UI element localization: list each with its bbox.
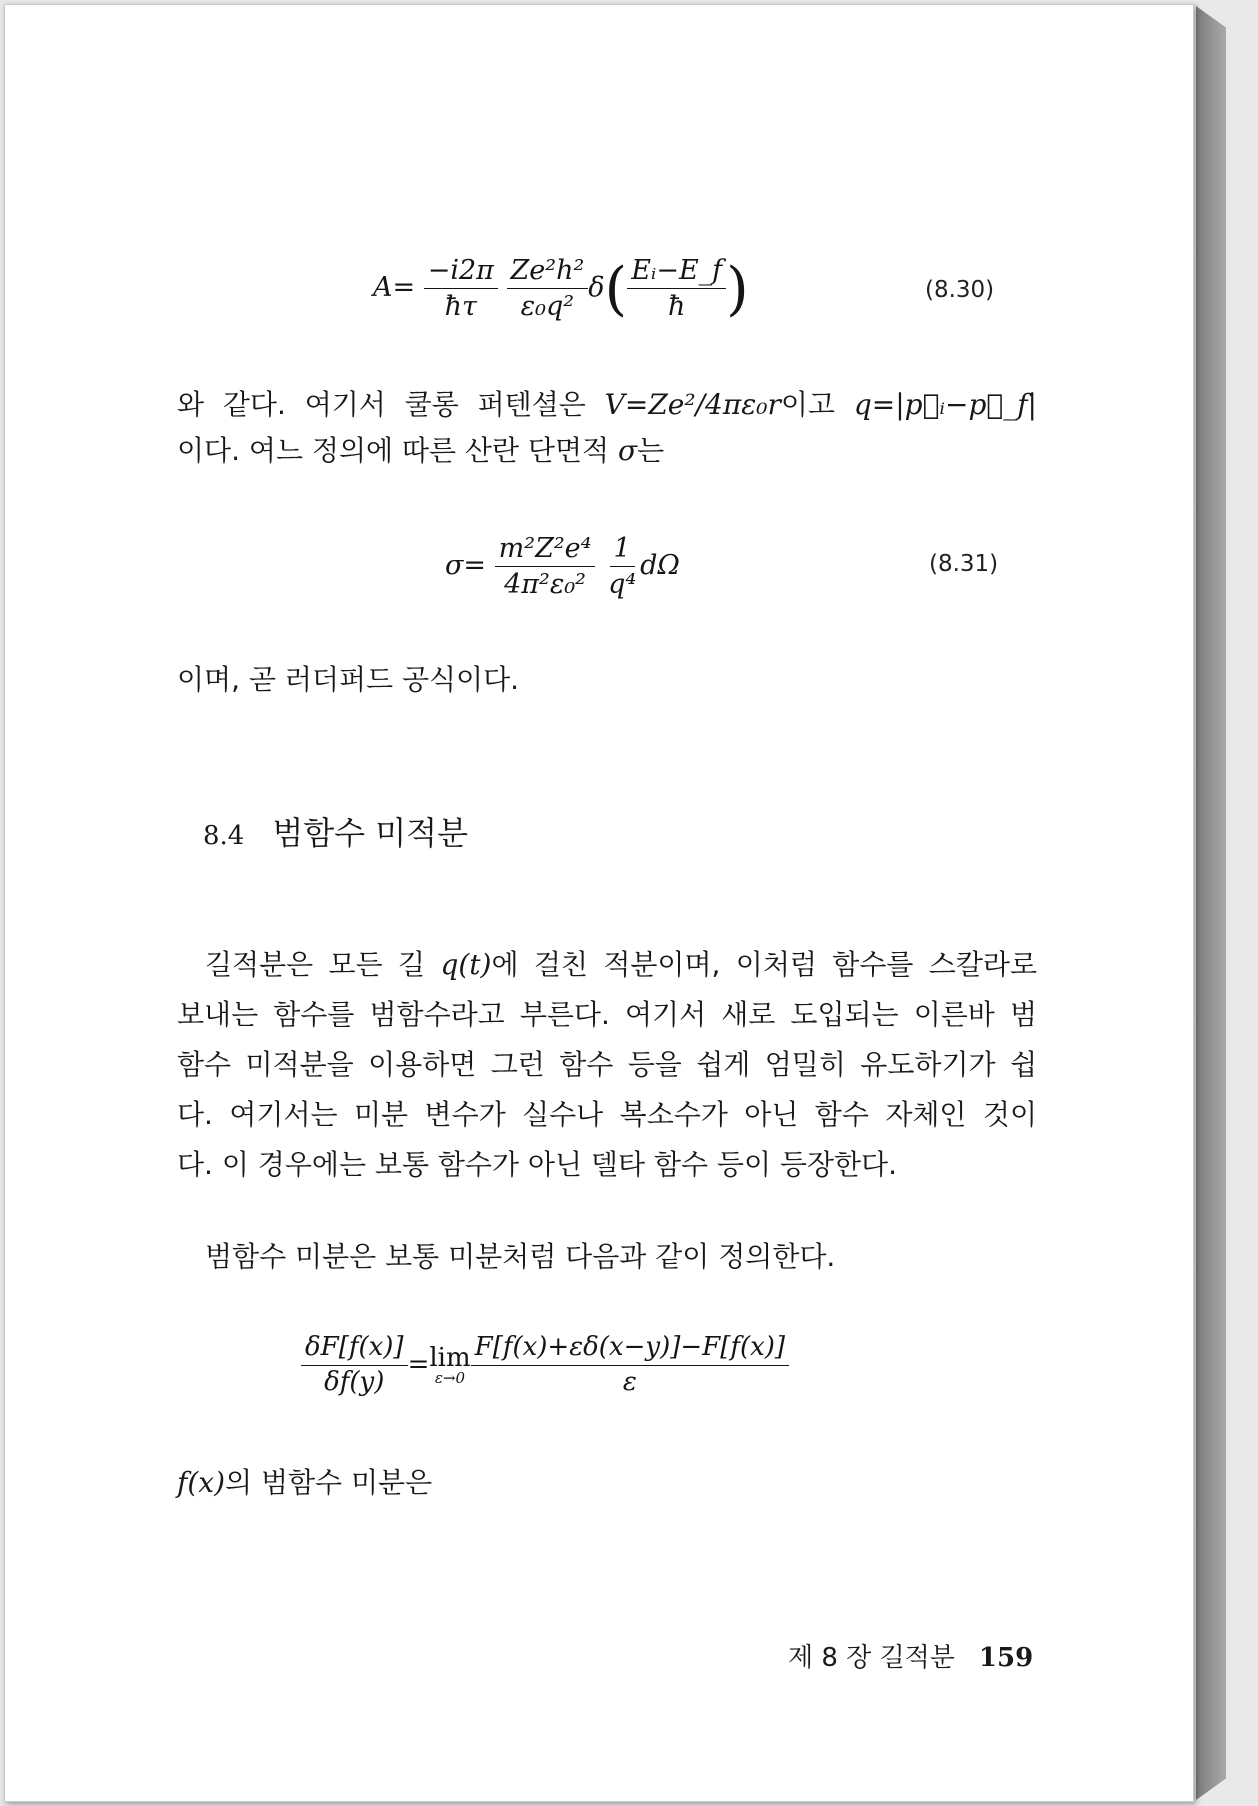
section-heading [203,808,468,854]
running-chapter-title: 제 8 장 길적분 [788,1643,955,1673]
eq830-frac2-den: ε₀q² [520,291,575,323]
p4-line: 범함수 미분은 보통 미분처럼 다음과 같이 정의한다. [205,1240,836,1273]
eq830-frac3 [627,255,726,322]
p3-line3: 함수 미적분을 이용하면 그런 함수 등을 쉽게 엄밀히 유도하기가 쉽 [177,1048,1037,1081]
eq831-frac1-num: m²Z²e⁴ [495,533,596,567]
p3-line4: 다. 여기서는 미분 변수가 실수나 복소수가 아닌 함수 자체인 것이 [177,1098,1037,1131]
eq830-frac1 [424,255,498,322]
sigma-math: σ [617,434,638,467]
eq830-frac1-num: −i2π [424,255,498,289]
f-of-x-math: f(x) [177,1466,226,1499]
p5-text: 의 범함수 미분은 [225,1466,433,1499]
p2-line: 이며, 곧 러더퍼드 공식이다. [177,663,520,696]
p1-line2 [177,434,1037,467]
p3-line1-text-a: 길적분은 모든 길 [205,948,426,981]
path-q-of-t-math: q(t) [440,948,492,981]
fd-lim-under: ε→0 [434,1369,466,1388]
eq831-frac2-den: q⁴ [608,569,637,601]
p1-line2-text-a: 이다. 여느 정의에 따른 산란 단면적 [177,434,610,467]
equation-8-30 [373,255,749,322]
fd-rhs-den: ε [622,1366,637,1397]
eq830-lhs: A= [373,272,416,304]
section-title: 범함수 미적분 [272,814,469,852]
eq831-frac1 [495,533,596,600]
fd-equals: = [407,1349,430,1380]
eq831-frac2 [604,533,640,600]
fd-lhs-num: δF[f(x)] [301,1333,408,1366]
p1-line1 [177,388,1037,421]
left-paren: ( [604,254,628,323]
page-footer [788,1637,1033,1674]
page-number: 159 [978,1643,1034,1673]
eq830-frac3-den: ħ [667,291,686,323]
p3-line5: 다. 이 경우에는 보통 함수가 아닌 델타 함수 등이 등장한다. [177,1148,898,1181]
eq830-frac2 [507,255,589,322]
p3-line1-text-b: 에 걸친 적분이며, 이처럼 함수를 스칼라로 [491,948,1037,981]
eq830-delta: δ [588,272,605,304]
fd-rhs-num: F[f(x)+εδ(x−y)]−F[f(x)] [471,1333,789,1366]
eq830-frac3-num: Eᵢ−E_f [627,255,726,289]
p1-line1-text-b: 이고 [780,388,835,421]
page-stack-edge-shadow [1196,6,1226,1800]
equation-number-8-31: (8.31) [929,551,999,577]
p3-line1 [205,948,1037,981]
equation-8-31 [445,533,680,600]
eq831-frac1-den: 4π²ε₀² [504,569,586,601]
p5-line [177,1466,1037,1499]
eq830-frac2-num: Ze²h² [507,255,589,289]
momentum-transfer-math: q=|p⃗ᵢ−p⃗_f| [853,388,1037,421]
fd-lhs-den: δf(y) [324,1366,385,1397]
functional-derivative-equation [301,1333,789,1398]
fd-lhs-frac [301,1333,408,1398]
p3-line2: 보내는 함수를 범함수라고 부른다. 여기서 새로 도입되는 이른바 범 [177,998,1037,1031]
coulomb-potential-math: V=Ze²/4πε₀r [604,388,781,421]
right-paren: ) [726,254,749,323]
eq831-tail: dΩ [640,550,680,582]
equation-number-8-30: (8.30) [925,277,995,303]
fd-rhs-frac [471,1333,789,1398]
fd-lim-word: lim [429,1343,471,1374]
fd-limit [429,1343,470,1387]
eq831-frac2-num: 1 [610,533,635,567]
eq831-lhs: σ= [445,550,487,582]
p1-line2-text-b: 는 [637,434,665,467]
eq830-frac1-den: ħτ [444,291,477,323]
book-page [4,4,1194,1802]
section-number: 8.4 [203,821,245,851]
p1-line1-text-a: 와 같다. 여기서 쿨롱 퍼텐셜은 [177,388,586,421]
